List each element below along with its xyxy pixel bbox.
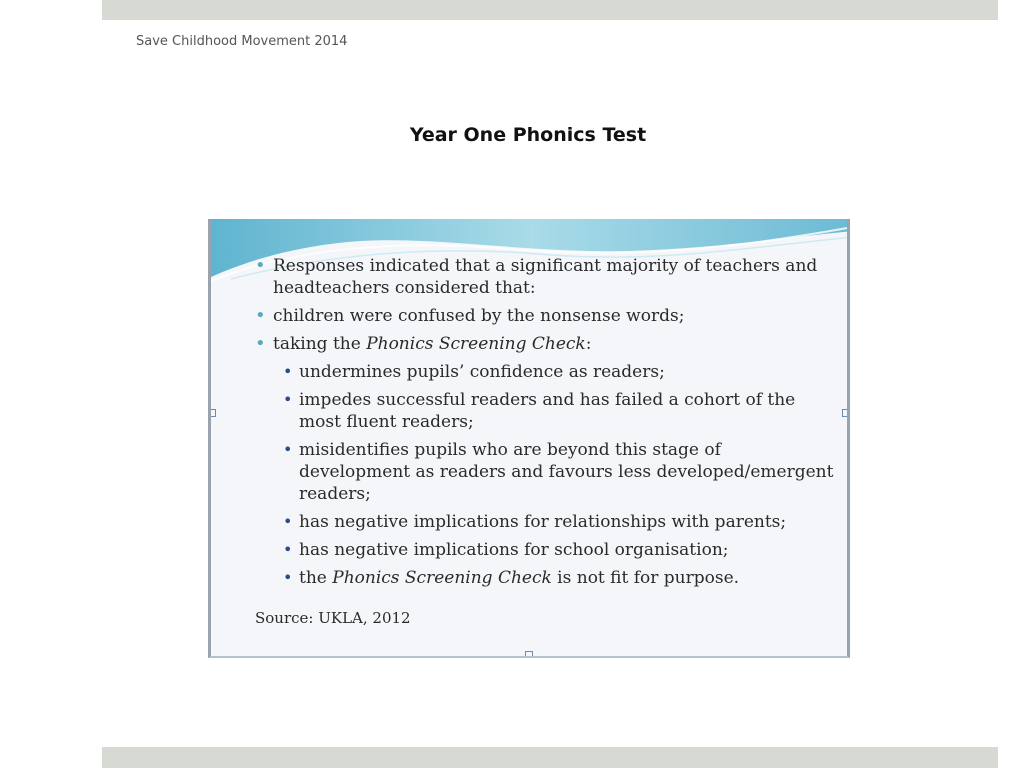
list-item-text: misidentifies pupils who are beyond this stage of development as readers and favours less developed/emergent readers; [299,440,834,504]
list-item [255,439,835,505]
resize-handle-left[interactable] [208,409,216,417]
bullet-icon: • [283,540,293,559]
source-citation: Source: UKLA, 2012 [255,609,411,627]
bullet-icon: • [283,440,293,459]
bullet-list [255,255,835,644]
list-item-text: children were confused by the nonsense words; [273,306,685,326]
list-item [255,305,835,327]
list-item-emphasis: Phonics Screening Check [366,334,586,354]
bottom-band [102,747,998,768]
list-item-text: impedes successful readers and has failed a cohort of the most fluent readers; [299,390,796,432]
resize-handle-right[interactable] [842,409,850,417]
page-title: Year One Phonics Test [409,124,647,146]
list-item [255,333,835,355]
list-item [255,255,835,299]
list-item-text: undermines pupils’ confidence as readers; [299,362,665,382]
embedded-slide-image [208,219,850,658]
bullet-icon: • [283,362,293,381]
bullet-icon: • [283,390,293,409]
bullet-icon: • [283,512,293,531]
list-item-text: is not fit for purpose. [551,568,740,588]
header-text: Save Childhood Movement 2014 [136,34,348,49]
list-item [255,511,835,533]
bullet-icon: • [255,305,266,326]
list-item [255,539,835,561]
list-item [255,361,835,383]
bullet-icon: • [255,255,266,276]
list-item-text: the [299,568,333,588]
list-item-text: taking the [273,334,367,354]
list-item-text: has negative implications for relationships with parents; [299,512,787,532]
resize-handle-bottom[interactable] [525,651,533,658]
list-item [255,389,835,433]
bullet-icon: • [283,568,293,587]
list-item-emphasis: Phonics Screening Check [332,568,552,588]
top-band [102,0,998,20]
list-item [255,567,835,589]
bullet-icon: • [255,333,266,354]
list-item-text: : [585,334,592,354]
list-item-text: Responses indicated that a significant majority of teachers and headteachers considered that: [273,256,818,298]
list-item-text: has negative implications for school organisation; [299,540,729,560]
